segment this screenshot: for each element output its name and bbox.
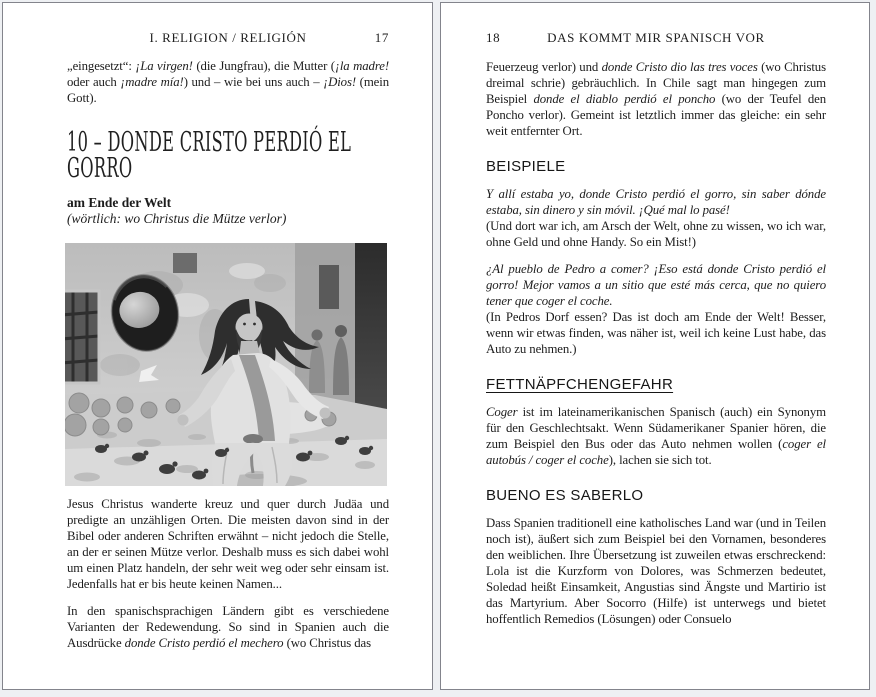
right-running-title: DAS KOMMT MIR SPANISCH VOR — [547, 30, 765, 45]
photo-right-doorway — [319, 265, 339, 309]
chapter-subtitle-meaning: am Ende der Welt — [67, 195, 172, 210]
page-left — [2, 2, 433, 690]
example-1-spanish: Y allí estaba yo, donde Cristo perdió el gorro, sin saber dónde estaba, sin dinero y sin móvil. ¡Qué mal lo pasé! — [486, 187, 826, 217]
chapter-photo-illustration — [65, 243, 387, 486]
section-heading-fettnaepfchengefahr: FETTNÄPFCHENGEFAHR — [486, 376, 674, 393]
fettnaepfchen-paragraph: Coger ist im lateinamerikanischen Spanisch (auch) ein Synonym für den Geschlechtsakt. Wenn Südamerikaner Spanier hören, die zum Beispiel den Bus oder das Auto nehmen wollen (coger el autobús / coger el coche), lachen sie sich tot. — [486, 405, 826, 467]
bueno-paragraph: Dass Spanien traditionell eine katholisches Land war (und in Teilen noch ist), äußert sich zum Beispiel bei den Vornamen, besonderes den weiblichen. Ihre Übersetzung ist zuweilen etwas erschreckend: Lola ist die Kurzform von Dolores, was Schmerzen bedeutet, Soledad heißt Einsamkeit, Angustias sind Ängste und Martirio ist das Martyrium. Aber Socorro (Hilfe) ist unterwegs und bietet hoffentlich Remedios (Lösungen) oder Consuelo — [486, 516, 826, 626]
right-running-head — [486, 30, 826, 47]
left-page-number: 17 — [374, 30, 389, 45]
right-page-number: 18 — [486, 30, 501, 45]
example-1-german: (Und dort war ich, am Arsch der Welt, ohne zu wissen, wo ich war, ohne Geld und ohne Handy. So ein Mist!) — [486, 219, 826, 249]
section-heading-bueno-es-saberlo: BUENO ES SABERLO — [486, 487, 644, 504]
photo-small-window — [173, 253, 197, 273]
body-paragraph-jesus: Jesus Christus wanderte kreuz und quer durch Judäa und predigte an unzähligen Orten. Die meisten davon sind in der Bibel oder anderen Schriften erwähnt – nicht jedoch die Stelle, an der er seinen Mütze verlor. Deshalb muss es sich dabei wohl um einen Platz handeln, der sehr weit weg oder sehr einsam ist. Jedenfalls hat er bis heute keinen Namen... — [67, 497, 389, 591]
example-2-german: (In Pedros Dorf essen? Das ist doch am Ende der Welt! Besser, wenn wir etwas finden, was näher ist, weil ich keine Lust habe, das Auto zu nehmen.) — [486, 310, 826, 356]
body-paragraph-variants: In den spanischsprachigen Ländern gibt es verschiedene Varianten der Redewendung. So sind in Spanien auch die Ausdrücke donde Cristo perdió el mechero (wo Christus das — [67, 604, 389, 650]
left-running-head — [67, 30, 389, 47]
page-right — [440, 2, 870, 690]
photo-window-grille — [65, 291, 99, 383]
body-paragraph-continuation: Feuerzeug verlor) und donde Cristo dio las tres voces (wo Christus dreimal schrie) gebräuchlich. In Chile sagt man hingegen zum Beispiel donde el diablo perdió el poncho (wo der Teufel den Poncho verlor). Gemeint ist letztlich immer das gleiche: ein sehr weit entfernter Ort. — [486, 60, 826, 138]
chapter-subtitle-literal: (wörtlich: wo Christus die Mütze verlor) — [67, 211, 287, 226]
left-running-title: I. RELIGION / RELIGIÓN — [149, 30, 307, 45]
chapter-photo — [65, 243, 387, 486]
section-heading-beispiele: BEISPIELE — [486, 158, 566, 175]
intro-paragraph: „eingesetzt“: ¡La virgen! (die Jungfrau), die Mutter (¡la madre! oder auch ¡madre mía!) und – wie bei uns auch – ¡Dios! (mein Gott). — [67, 59, 390, 105]
example-2-spanish: ¿Al pueblo de Pedro a comer? ¡Eso está donde Cristo perdió el gorro! Mejor vamos a un sitio que esté más cerca, que no quiero tener que coger el coche. — [486, 262, 826, 308]
chapter-title: 10 – DONDE CRISTO PERDIÓ EL GORRO — [67, 127, 352, 184]
